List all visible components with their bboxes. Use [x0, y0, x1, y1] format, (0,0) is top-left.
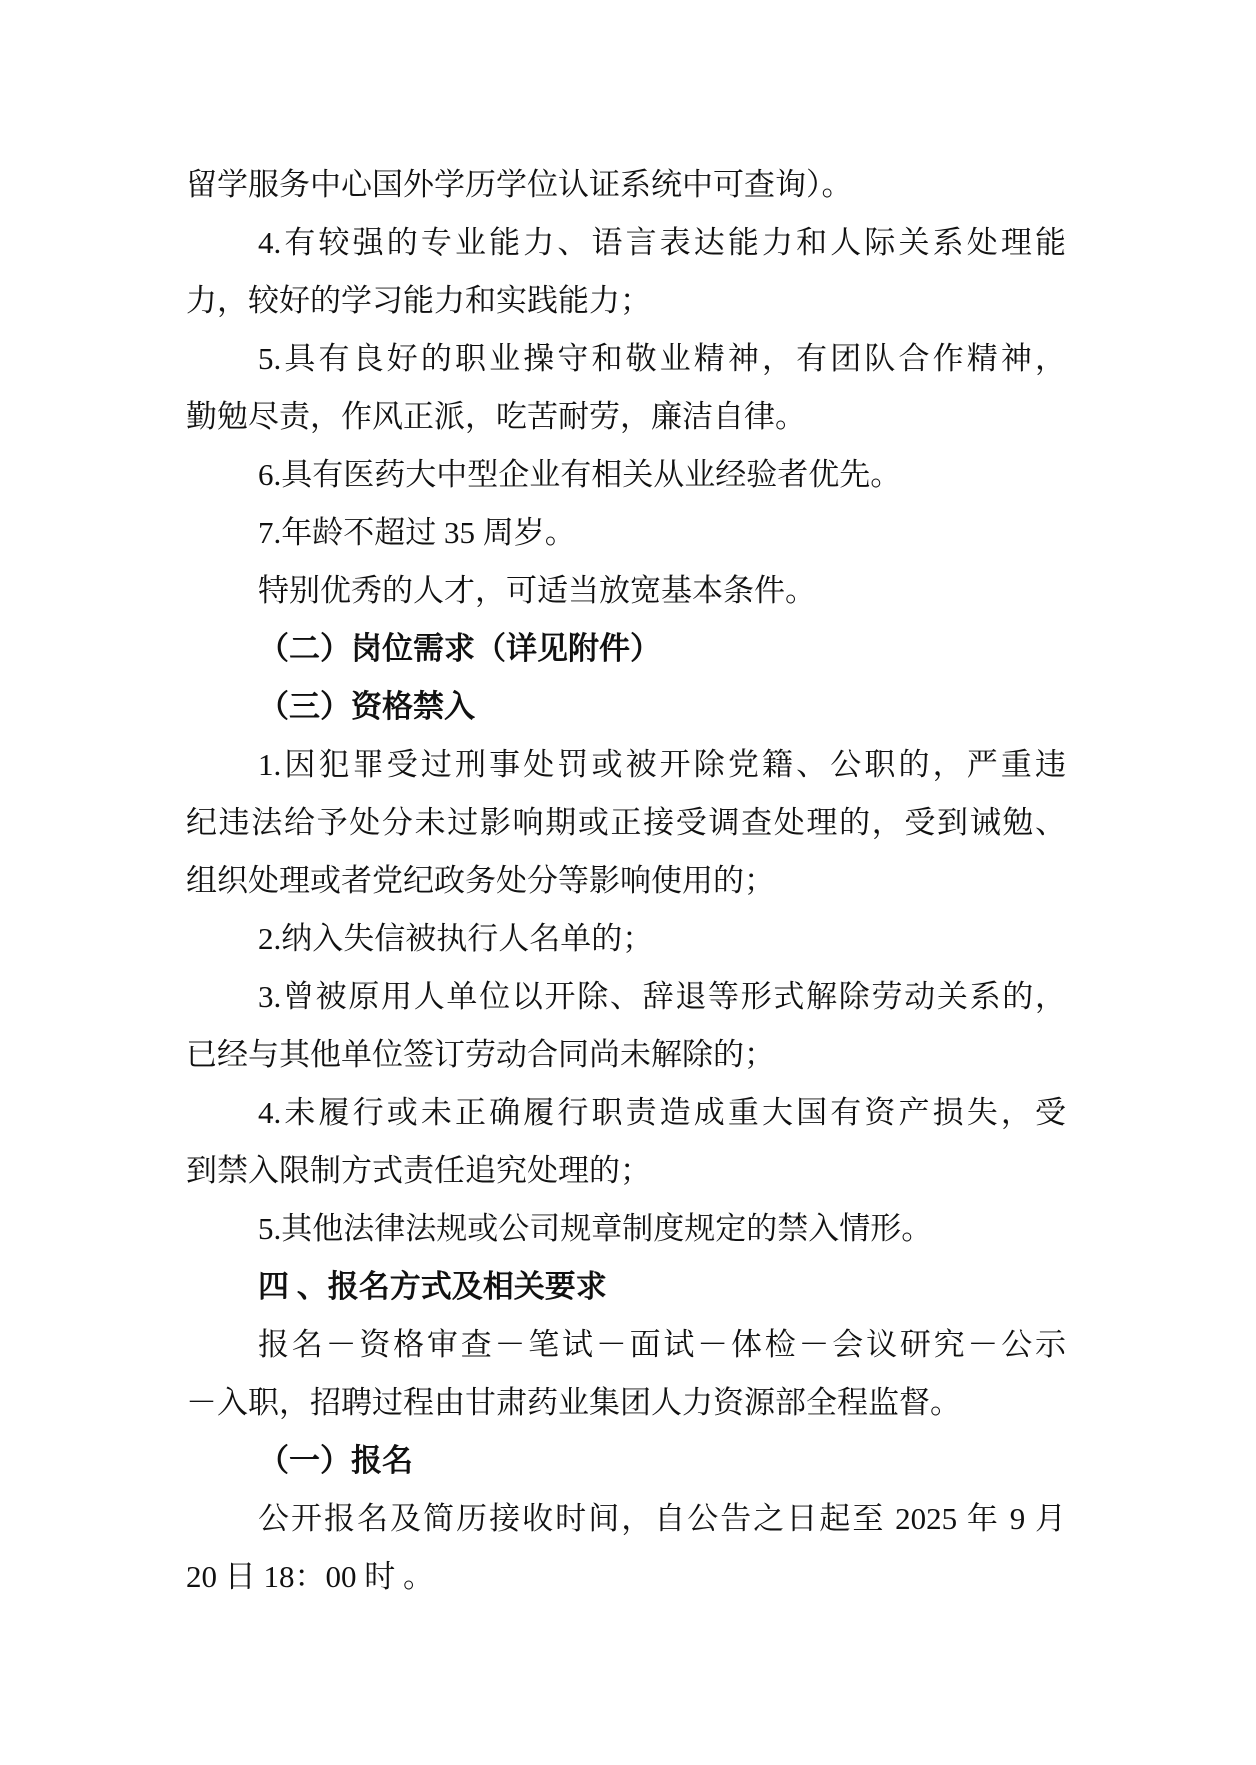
- text-line: 公开报名及简历接收时间，自公告之日起至 2025 年 9 月: [258, 1501, 1066, 1536]
- text-line: 四 、报名方式及相关要求: [258, 1269, 607, 1304]
- text-line: 4.未履行或未正确履行职责造成重大国有资产损失，受: [258, 1095, 1066, 1130]
- text-line: 力，较好的学习能力和实践能力；: [186, 283, 651, 318]
- text-line: （三）资格禁入: [258, 689, 475, 724]
- text-line: 特别优秀的人才，可适当放宽基本条件。: [258, 573, 816, 608]
- text-line: （一）报名: [258, 1443, 413, 1478]
- text-line: （二）岗位需求（详见附件）: [258, 631, 661, 666]
- text-line: 7.年龄不超过 35 周岁。: [258, 515, 576, 550]
- text-line: 报名－资格审查－笔试－面试－体检－会议研究－公示: [258, 1327, 1066, 1362]
- text-line: 5.具有良好的职业操守和敬业精神，有团队合作精神，: [258, 341, 1066, 376]
- document-content: [186, 156, 1066, 1606]
- text-line: 留学服务中心国外学历学位认证系统中可查询）。: [186, 167, 853, 202]
- text-line: 已经与其他单位签订劳动合同尚未解除的；: [186, 1037, 775, 1072]
- text-line: 4.有较强的专业能力、语言表达能力和人际关系处理能: [258, 225, 1066, 260]
- text-line: 组织处理或者党纪政务处分等影响使用的；: [186, 863, 775, 898]
- text-line: 到禁入限制方式责任追究处理的；: [186, 1153, 651, 1188]
- text-line: 6.具有医药大中型企业有相关从业经验者优先。: [258, 457, 902, 492]
- text-line: －入职，招聘过程由甘肃药业集团人力资源部全程监督。: [186, 1385, 961, 1420]
- text-line: 5.其他法律法规或公司规章制度规定的禁入情形。: [258, 1211, 933, 1246]
- text-line: 1.因犯罪受过刑事处罚或被开除党籍、公职的，严重违: [258, 747, 1066, 782]
- text-line: 2.纳入失信被执行人名单的；: [258, 921, 654, 956]
- text-line: 纪违法给予处分未过影响期或正接受调查处理的，受到诫勉、: [186, 805, 1066, 840]
- text-line: 20 日 18：00 时 。: [186, 1559, 434, 1594]
- text-line: 勤勉尽责，作风正派，吃苦耐劳，廉洁自律。: [186, 399, 806, 434]
- text-line: 3.曾被原用人单位以开除、辞退等形式解除劳动关系的，: [258, 979, 1066, 1014]
